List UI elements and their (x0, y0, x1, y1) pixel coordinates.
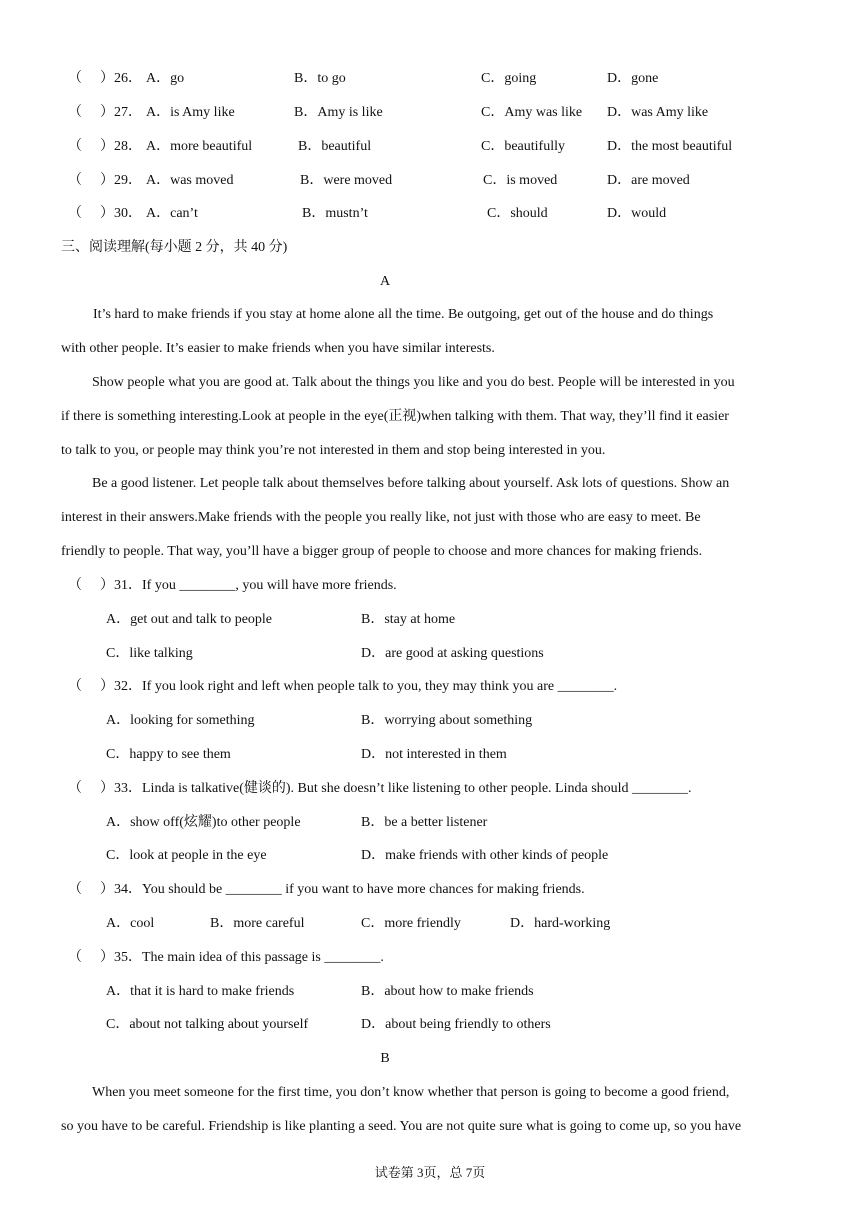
passage-line: It’s hard to make friends if you stay at home alone all the time. Be outgoing, get out of the house and do things (93, 307, 714, 322)
page-footer: 试卷第 3页，总 7页 (374, 1165, 486, 1180)
option-d: D．hard-working (510, 916, 611, 931)
option-b: B．Amy is like (294, 105, 383, 120)
question-row (0, 677, 860, 697)
passage-line: with other people. It’s easier to make friends when you have similar interests. (61, 341, 495, 356)
option-d: D．not interested in them (361, 747, 507, 762)
question-row (0, 948, 860, 968)
mc-row (0, 69, 860, 89)
option-a: A．can’t (146, 206, 198, 221)
option-d: D．was Amy like (607, 105, 709, 120)
option-c: C．happy to see them (106, 747, 231, 762)
option-a: A．go (146, 71, 185, 86)
question-number: ）28． (100, 139, 142, 154)
option-c: C．more friendly (361, 916, 461, 931)
section-title: 三、阅读理解(每小题 2 分，共 40 分) (61, 240, 288, 255)
passage-line: Show people what you are good at. Talk about the things you like and you do best. People will be interested in you (92, 375, 735, 390)
option-b: B．mustn’t (302, 206, 368, 221)
option-d: D．are moved (607, 173, 690, 188)
answer-paren[interactable]: （ (68, 781, 82, 796)
passage-line: so you have to be careful. Friendship is like planting a seed. You are not quite sure what is going to come up, so you have (61, 1119, 742, 1134)
option-c: C．should (487, 206, 548, 221)
option-c: C．going (481, 71, 537, 86)
option-b: B．about how to make friends (361, 984, 534, 999)
option-c: C．about not talking about yourself (106, 1017, 309, 1032)
answer-paren[interactable]: （ (68, 578, 82, 593)
question-row (0, 880, 860, 900)
answer-paren[interactable]: （ (68, 950, 82, 965)
option-row (0, 914, 860, 934)
option-d: D．the most beautiful (607, 139, 733, 154)
option-row (0, 745, 860, 765)
option-a: A．was moved (146, 173, 234, 188)
option-c: C．beautifully (481, 139, 565, 154)
passage-line: friendly to people. That way, you’ll have a bigger group of people to choose and more chances for making friends. (61, 544, 703, 559)
option-d: D．make friends with other kinds of people (361, 848, 609, 863)
question-number: ）30． (100, 206, 142, 221)
passage-a-heading: A (379, 274, 391, 289)
option-a: A．get out and talk to people (106, 612, 273, 627)
option-b: B．beautiful (298, 139, 372, 154)
option-row (0, 982, 860, 1002)
passage-line: to talk to you, or people may think you’re not interested in them and stop being interested in you. (61, 443, 606, 458)
option-a: A．that it is hard to make friends (106, 984, 295, 999)
answer-paren[interactable]: （ (68, 139, 82, 154)
answer-paren[interactable]: （ (68, 206, 82, 221)
question-stem: ）33．Linda is talkative(健谈的). But she doesn’t like listening to other people. Linda should ________. (100, 781, 692, 796)
option-row (0, 1015, 860, 1035)
option-row (0, 610, 860, 630)
option-b: B．to go (294, 71, 346, 86)
answer-paren[interactable]: （ (68, 679, 82, 694)
option-d: D．are good at asking questions (361, 646, 544, 661)
mc-row (0, 103, 860, 123)
passage-line: if there is something interesting.Look at people in the eye(正视)when talking with them. That way, they’ll find it easier (61, 409, 729, 424)
question-number: ）26． (100, 71, 142, 86)
question-number: ）27． (100, 105, 142, 120)
question-stem: ）35．The main idea of this passage is ________. (100, 950, 384, 965)
option-c: C．look at people in the eye (106, 848, 267, 863)
option-row (0, 711, 860, 731)
option-c: C．Amy was like (481, 105, 583, 120)
mc-row (0, 137, 860, 157)
option-a: A．looking for something (106, 713, 255, 728)
option-b: B．more careful (210, 916, 305, 931)
question-row (0, 779, 860, 799)
answer-paren[interactable]: （ (68, 173, 82, 188)
mc-row (0, 204, 860, 224)
answer-paren[interactable]: （ (68, 71, 82, 86)
option-d: D．would (607, 206, 667, 221)
option-row (0, 644, 860, 664)
option-a: A．more beautiful (146, 139, 253, 154)
option-b: B．worrying about something (361, 713, 533, 728)
option-d: D．gone (607, 71, 659, 86)
answer-paren[interactable]: （ (68, 882, 82, 897)
question-row (0, 576, 860, 596)
passage-line: Be a good listener. Let people talk about themselves before talking about yourself. Ask lots of questions. Show an (92, 476, 730, 491)
option-a: A．show off(炫耀)to other people (106, 815, 301, 830)
option-a: A．is Amy like (146, 105, 235, 120)
option-c: C．is moved (483, 173, 558, 188)
passage-line: When you meet someone for the first time, you don’t know whether that person is going to become a good friend, (92, 1085, 730, 1100)
question-stem: ）32．If you look right and left when people talk to you, they may think you are ________. (100, 679, 618, 694)
passage-line: interest in their answers.Make friends with the people you really like, not just with those who are easy to meet. Be (61, 510, 701, 525)
answer-paren[interactable]: （ (68, 105, 82, 120)
option-b: B．be a better listener (361, 815, 488, 830)
option-d: D．about being friendly to others (361, 1017, 551, 1032)
question-stem: ）34．You should be ________ if you want to have more chances for making friends. (100, 882, 585, 897)
mc-row (0, 171, 860, 191)
option-a: A．cool (106, 916, 155, 931)
option-c: C．like talking (106, 646, 193, 661)
option-row (0, 846, 860, 866)
option-row (0, 813, 860, 833)
option-b: B．were moved (300, 173, 393, 188)
question-stem: ）31．If you ________, you will have more friends. (100, 578, 397, 593)
passage-b-heading: B (380, 1051, 390, 1066)
question-number: ）29． (100, 173, 142, 188)
option-b: B．stay at home (361, 612, 456, 627)
